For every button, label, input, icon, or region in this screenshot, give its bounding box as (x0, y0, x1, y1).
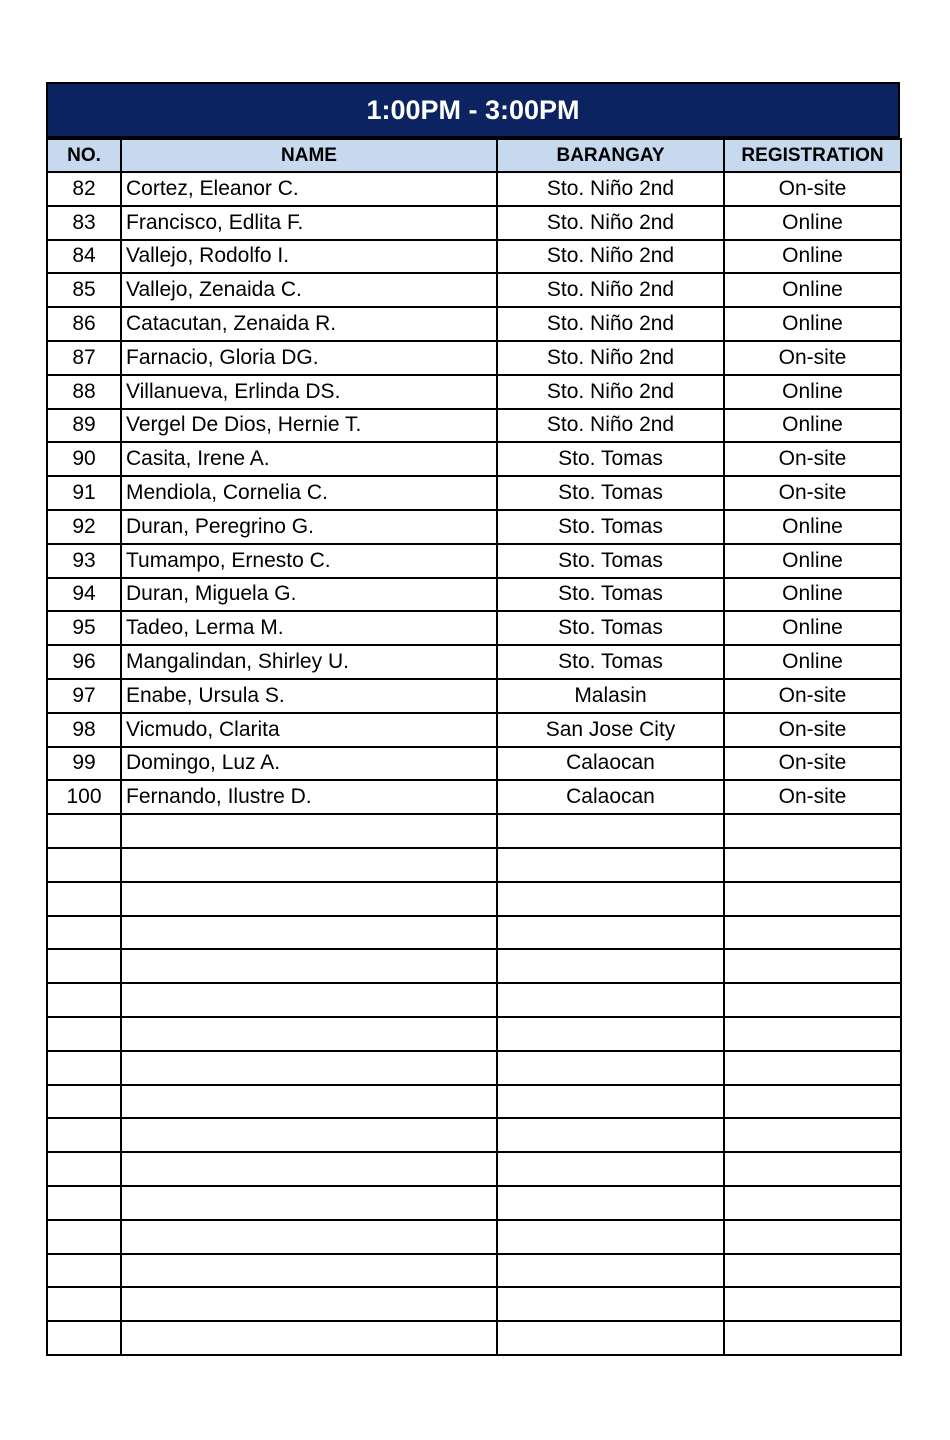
cell-barangay (497, 1118, 724, 1152)
cell-barangay (497, 949, 724, 983)
table-row (47, 544, 901, 578)
cell-registration: On-site (724, 476, 901, 510)
table-row (47, 206, 901, 240)
cell-registration (724, 1220, 901, 1254)
cell-registration (724, 1051, 901, 1085)
cell-registration: On-site (724, 341, 901, 375)
table-row (47, 1186, 901, 1220)
cell-name: Tadeo, Lerma M. (121, 611, 497, 645)
table-row (47, 1017, 901, 1051)
cell-no (47, 1321, 121, 1355)
cell-no (47, 983, 121, 1017)
cell-no (47, 916, 121, 950)
cell-barangay (497, 983, 724, 1017)
cell-registration (724, 983, 901, 1017)
cell-no (47, 1186, 121, 1220)
table-row (47, 780, 901, 814)
cell-no (47, 949, 121, 983)
table-row (47, 409, 901, 443)
cell-barangay: Sto. Niño 2nd (497, 172, 724, 206)
table-row (47, 1118, 901, 1152)
table-row (47, 983, 901, 1017)
cell-registration (724, 916, 901, 950)
cell-name: Enabe, Ursula S. (121, 679, 497, 713)
table-row (47, 1085, 901, 1119)
cell-name: Cortez, Eleanor C. (121, 172, 497, 206)
cell-barangay: Sto. Tomas (497, 476, 724, 510)
table-row (47, 916, 901, 950)
header-name: NAME (121, 139, 497, 172)
table-row (47, 713, 901, 747)
cell-registration (724, 1017, 901, 1051)
cell-name: Villanueva, Erlinda DS. (121, 375, 497, 409)
table-row (47, 375, 901, 409)
cell-name (121, 983, 497, 1017)
table-row (47, 882, 901, 916)
cell-barangay (497, 1017, 724, 1051)
table-row (47, 679, 901, 713)
cell-name: Mangalindan, Shirley U. (121, 645, 497, 679)
cell-barangay: Sto. Tomas (497, 544, 724, 578)
cell-no: 96 (47, 645, 121, 679)
cell-name (121, 1118, 497, 1152)
cell-name: Domingo, Luz A. (121, 747, 497, 781)
cell-barangay: Sto. Tomas (497, 578, 724, 612)
cell-registration: On-site (724, 442, 901, 476)
table-row (47, 747, 901, 781)
time-slot-title: 1:00PM - 3:00PM (46, 82, 900, 138)
table-row (47, 1220, 901, 1254)
table-row (47, 578, 901, 612)
cell-name (121, 1287, 497, 1321)
cell-name: Catacutan, Zenaida R. (121, 307, 497, 341)
cell-name (121, 916, 497, 950)
table-row (47, 1287, 901, 1321)
cell-barangay (497, 916, 724, 950)
cell-no (47, 1254, 121, 1288)
cell-no: 98 (47, 713, 121, 747)
cell-barangay (497, 814, 724, 848)
cell-name: Casita, Irene A. (121, 442, 497, 476)
table-row (47, 645, 901, 679)
cell-barangay (497, 1321, 724, 1355)
cell-no (47, 1085, 121, 1119)
cell-name (121, 1051, 497, 1085)
cell-name: Francisco, Edlita F. (121, 206, 497, 240)
cell-no: 91 (47, 476, 121, 510)
cell-barangay: Sto. Tomas (497, 611, 724, 645)
table-row (47, 1051, 901, 1085)
cell-name: Vallejo, Rodolfo I. (121, 240, 497, 274)
cell-no: 90 (47, 442, 121, 476)
cell-barangay (497, 882, 724, 916)
cell-no: 100 (47, 780, 121, 814)
cell-registration (724, 1152, 901, 1186)
header-registration: REGISTRATION (724, 139, 901, 172)
table-row (47, 307, 901, 341)
cell-barangay (497, 1220, 724, 1254)
cell-registration: Online (724, 206, 901, 240)
cell-no: 82 (47, 172, 121, 206)
cell-registration: Online (724, 307, 901, 341)
cell-barangay: Calaocan (497, 780, 724, 814)
cell-registration (724, 1085, 901, 1119)
table-row (47, 1254, 901, 1288)
cell-registration: On-site (724, 780, 901, 814)
cell-barangay (497, 1085, 724, 1119)
cell-name (121, 949, 497, 983)
cell-barangay: Sto. Tomas (497, 442, 724, 476)
cell-name (121, 1152, 497, 1186)
table-row (47, 848, 901, 882)
header-barangay: BARANGAY (497, 139, 724, 172)
cell-name (121, 814, 497, 848)
cell-barangay (497, 1254, 724, 1288)
cell-no (47, 848, 121, 882)
cell-registration (724, 1118, 901, 1152)
cell-no: 83 (47, 206, 121, 240)
cell-registration (724, 1321, 901, 1355)
table-row (47, 442, 901, 476)
cell-registration: Online (724, 510, 901, 544)
cell-registration: Online (724, 240, 901, 274)
cell-name (121, 1321, 497, 1355)
cell-barangay (497, 1287, 724, 1321)
cell-no: 86 (47, 307, 121, 341)
cell-no: 89 (47, 409, 121, 443)
cell-name (121, 1085, 497, 1119)
cell-barangay (497, 1152, 724, 1186)
table-row (47, 476, 901, 510)
cell-registration (724, 814, 901, 848)
cell-barangay: Sto. Niño 2nd (497, 206, 724, 240)
cell-no (47, 1017, 121, 1051)
cell-no: 85 (47, 273, 121, 307)
cell-name (121, 1186, 497, 1220)
cell-registration (724, 1287, 901, 1321)
cell-registration (724, 882, 901, 916)
cell-no: 87 (47, 341, 121, 375)
cell-registration: Online (724, 375, 901, 409)
cell-barangay: Sto. Tomas (497, 645, 724, 679)
cell-registration: Online (724, 611, 901, 645)
cell-no: 95 (47, 611, 121, 645)
cell-barangay: Malasin (497, 679, 724, 713)
cell-registration: On-site (724, 172, 901, 206)
cell-registration (724, 949, 901, 983)
cell-registration: On-site (724, 679, 901, 713)
cell-barangay: Sto. Tomas (497, 510, 724, 544)
cell-registration: Online (724, 409, 901, 443)
cell-name: Duran, Miguela G. (121, 578, 497, 612)
cell-name: Mendiola, Cornelia C. (121, 476, 497, 510)
cell-barangay: Sto. Niño 2nd (497, 409, 724, 443)
cell-no: 94 (47, 578, 121, 612)
cell-registration: On-site (724, 713, 901, 747)
cell-no (47, 882, 121, 916)
cell-name (121, 1017, 497, 1051)
cell-name: Tumampo, Ernesto C. (121, 544, 497, 578)
attendee-table (46, 138, 902, 1356)
cell-name (121, 1254, 497, 1288)
table-row (47, 611, 901, 645)
cell-no (47, 1220, 121, 1254)
cell-registration (724, 1186, 901, 1220)
cell-barangay: Calaocan (497, 747, 724, 781)
cell-barangay (497, 848, 724, 882)
table-header (47, 139, 901, 172)
cell-no (47, 814, 121, 848)
cell-name: Vallejo, Zenaida C. (121, 273, 497, 307)
cell-name (121, 1220, 497, 1254)
cell-registration: On-site (724, 747, 901, 781)
table-row (47, 172, 901, 206)
cell-no: 88 (47, 375, 121, 409)
table-row (47, 949, 901, 983)
cell-name: Duran, Peregrino G. (121, 510, 497, 544)
table-body (47, 172, 901, 1355)
table-row (47, 510, 901, 544)
cell-registration: Online (724, 273, 901, 307)
cell-name (121, 882, 497, 916)
cell-barangay: San Jose City (497, 713, 724, 747)
cell-registration: Online (724, 578, 901, 612)
table-row (47, 341, 901, 375)
cell-no (47, 1287, 121, 1321)
cell-no: 97 (47, 679, 121, 713)
cell-no (47, 1051, 121, 1085)
cell-barangay (497, 1186, 724, 1220)
cell-name: Vicmudo, Clarita (121, 713, 497, 747)
cell-no: 92 (47, 510, 121, 544)
cell-no: 84 (47, 240, 121, 274)
cell-registration: Online (724, 645, 901, 679)
header-no: NO. (47, 139, 121, 172)
cell-name: Vergel De Dios, Hernie T. (121, 409, 497, 443)
cell-barangay: Sto. Niño 2nd (497, 341, 724, 375)
cell-barangay: Sto. Niño 2nd (497, 273, 724, 307)
table-row (47, 1321, 901, 1355)
cell-name (121, 848, 497, 882)
cell-name: Farnacio, Gloria DG. (121, 341, 497, 375)
table-row (47, 814, 901, 848)
cell-barangay: Sto. Niño 2nd (497, 307, 724, 341)
cell-no: 93 (47, 544, 121, 578)
schedule-sheet (46, 82, 900, 1356)
cell-registration: Online (724, 544, 901, 578)
table-row (47, 240, 901, 274)
cell-barangay: Sto. Niño 2nd (497, 375, 724, 409)
cell-barangay: Sto. Niño 2nd (497, 240, 724, 274)
cell-registration (724, 1254, 901, 1288)
table-row (47, 1152, 901, 1186)
table-row (47, 273, 901, 307)
cell-barangay (497, 1051, 724, 1085)
cell-registration (724, 848, 901, 882)
cell-no: 99 (47, 747, 121, 781)
cell-no (47, 1152, 121, 1186)
cell-no (47, 1118, 121, 1152)
cell-name: Fernando, Ilustre D. (121, 780, 497, 814)
